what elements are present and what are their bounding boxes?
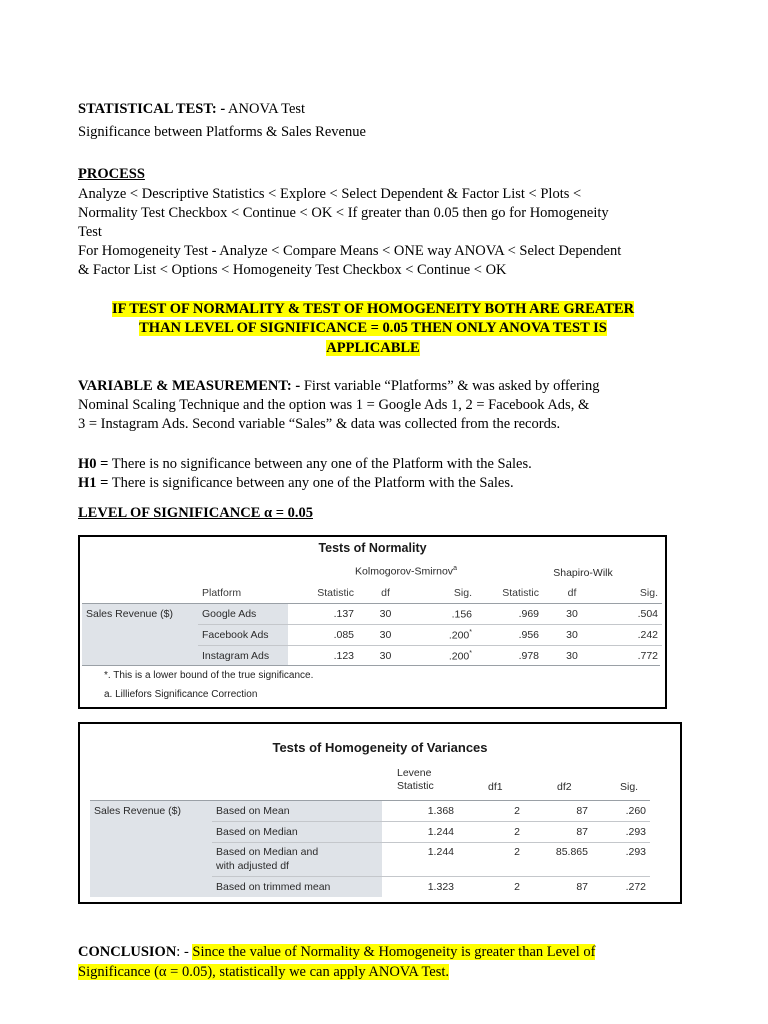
footnote: a. Lilliefors Significance Correction [104, 689, 258, 700]
sw-group-header: Shapiro-Wilk [553, 567, 613, 579]
level-of-significance: LEVEL OF SIGNIFICANCE α = 0.05 [78, 505, 313, 521]
footnote: *. This is a lower bound of the true significance. [104, 670, 314, 681]
row-label: Sales Revenue ($) [90, 801, 212, 822]
homogeneity-grid [90, 800, 650, 897]
process-line: For Homogeneity Test - Analyze < Compare Means < ONE way ANOVA < Select Dependent [78, 243, 622, 259]
variables-line: Nominal Scaling Technique and the option was 1 = Google Ads 1, 2 = Facebook Ads, & [78, 397, 590, 413]
normality-table [78, 535, 667, 709]
subtitle: Significance between Platforms & Sales Revenue [78, 124, 366, 140]
row-label: Sales Revenue ($) [82, 604, 198, 625]
col-df2: df2 [557, 781, 572, 793]
variables-label: VARIABLE & MEASUREMENT: - [78, 378, 301, 394]
h1-line: H1 = There is significance between any one of the Platform with the Sales. [78, 475, 514, 491]
table-divider [82, 665, 660, 666]
conclusion-line: Significance (α = 0.05), statistically we can apply ANOVA Test. [78, 964, 450, 980]
note-line: THAN LEVEL OF SIGNIFICANCE = 0.05 THEN ONLY ANOVA TEST IS [139, 320, 607, 336]
table-row: Instagram Ads .123 30 .200* .978 30 .772 [82, 646, 662, 667]
process-heading: PROCESS [78, 166, 145, 182]
conclusion-line: CONCLUSION: - Since the value of Normality & Homogeneity is greater than Level of [78, 944, 596, 960]
col-df1: df1 [488, 781, 503, 793]
col-levene: Levene Statistic [397, 767, 434, 792]
col-sig: Sig. [620, 781, 639, 793]
process-line: Test [78, 224, 102, 240]
note-line: IF TEST OF NORMALITY & TEST OF HOMOGENEITY BOTH ARE GREATER [111, 301, 635, 317]
ks-group-header: Kolmogorov-Smirnov$^a$ [355, 565, 457, 578]
process-line: Analyze < Descriptive Statistics < Explore < Select Dependent & Factor List < Plots < [78, 186, 582, 202]
test-label: STATISTICAL TEST: - [78, 101, 226, 117]
variables-line: VARIABLE & MEASUREMENT: - First variable “Platforms” & was asked by offering [78, 378, 600, 394]
conclusion-label: CONCLUSION [78, 944, 177, 960]
note-line: APPLICABLE [326, 340, 420, 356]
table-row: Facebook Ads .085 30 .200* .956 30 .242 [82, 625, 662, 646]
table-row: Sales Revenue ($) Based on Mean 1.368 2 87 .260 [90, 801, 650, 822]
table-row: Based on Median and with adjusted df 1.244 2 85.865 .293 [90, 843, 650, 877]
normality-title: Tests of Normality [318, 541, 427, 555]
homogeneity-table [78, 722, 682, 904]
table-row: Based on Median 1.244 2 87 .293 [90, 822, 650, 843]
homogeneity-title: Tests of Homogeneity of Variances [272, 740, 488, 755]
variables-line: 3 = Instagram Ads. Second variable “Sales” & data was collected from the records. [78, 416, 561, 432]
process-line: & Factor List < Options < Homogeneity Test Checkbox < Continue < OK [78, 262, 507, 278]
table-row: Based on trimmed mean 1.323 2 87 .272 [90, 877, 650, 898]
process-line: Normality Test Checkbox < Continue < OK < If greater than 0.05 then go for Homogeneity [78, 205, 609, 221]
col-platform: Platform [202, 587, 242, 599]
h0-line: H0 = There is no significance between any one of the Platform with the Sales. [78, 456, 532, 472]
test-line [78, 100, 305, 119]
table-row: Sales Revenue ($) Google Ads .137 30 .156 .969 30 .504 [82, 604, 662, 625]
test-value: ANOVA Test [228, 101, 306, 117]
normality-grid: Platform Statistic df Sig. Statistic df Sig. Sales Revenue ($) Google Ads .137 30 .156 .969 30 .504 Facebook Ads .085 30 .200* .956 30 .242 Instagram Ads .123 30 .200* .978 30 .772 [82, 583, 662, 666]
